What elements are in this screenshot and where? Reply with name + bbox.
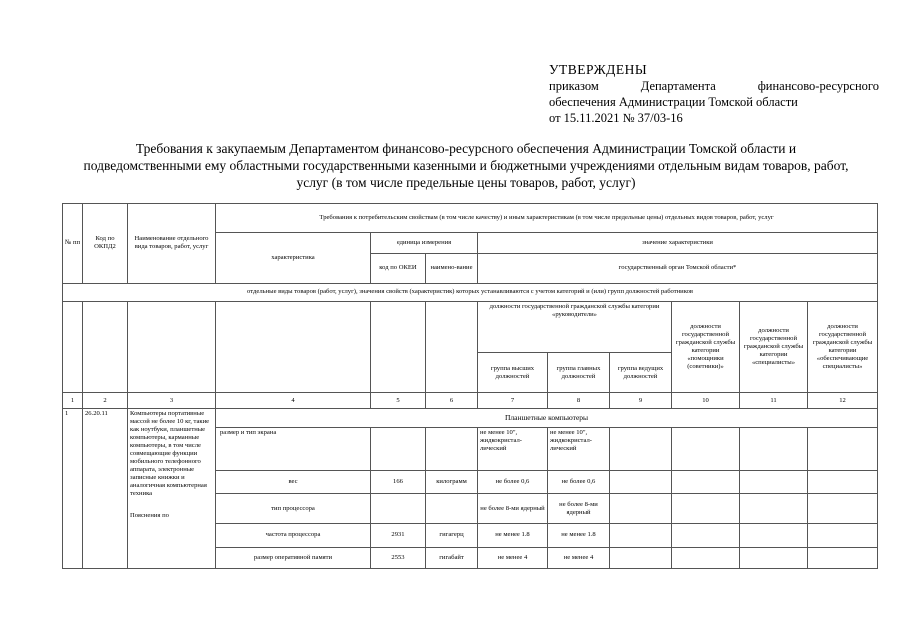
empty-cell xyxy=(808,428,878,471)
empty-cell xyxy=(672,524,740,547)
row-value-higher: не более 0,6 xyxy=(478,471,548,494)
header-num: № пп xyxy=(63,204,83,284)
group-main: группа главных должностей xyxy=(548,352,610,392)
empty-cell xyxy=(83,301,128,393)
empty-cell xyxy=(610,494,672,524)
empty-cell xyxy=(371,301,426,393)
column-number: 11 xyxy=(740,393,808,409)
row-value-main: не более 0,6 xyxy=(548,471,610,494)
column-number: 9 xyxy=(610,393,672,409)
row-value-main: не более 8-ми ядерный xyxy=(548,494,610,524)
document-title xyxy=(60,140,872,191)
item-subheading: Планшетные компьютеры xyxy=(216,409,878,428)
empty-cell xyxy=(610,471,672,494)
column-number: 4 xyxy=(216,393,371,409)
empty-cell xyxy=(610,547,672,568)
row-okei: 2931 xyxy=(371,524,426,547)
title-line: Требования к закупаемым Департаментом финансово-ресурсного обеспечения Администрации Томской области и xyxy=(135,141,797,156)
empty-cell xyxy=(610,524,672,547)
empty-cell xyxy=(740,494,808,524)
row-value-higher: не менее 4 xyxy=(478,547,548,568)
empty-cell xyxy=(808,547,878,568)
row-value-main: не менее 4 xyxy=(548,547,610,568)
section-row: отдельные виды товаров (работ, услуг), значения свойств (характеристик) которых устанавливаются с учетом категорий и (или) групп должностей работников xyxy=(63,283,878,301)
requirements-table xyxy=(62,203,878,569)
row-value-main: не менее 1.8 xyxy=(548,524,610,547)
header-name: Наименование отдельного вида товаров, работ, услуг xyxy=(128,204,216,284)
empty-cell xyxy=(63,301,83,393)
header-org: государственный орган Томской области* xyxy=(478,254,878,284)
group-higher: группа высших должностей xyxy=(478,352,548,392)
empty-cell xyxy=(672,547,740,568)
empty-cell xyxy=(672,494,740,524)
category-leaders: должности государственной гражданской службы категории «руководители» xyxy=(478,301,672,352)
title-line: услуг (в том числе предельные цены товаров, работ, услуг) xyxy=(296,175,636,190)
empty-cell xyxy=(808,471,878,494)
empty-cell xyxy=(610,428,672,471)
empty-cell xyxy=(672,428,740,471)
row-value-higher: не более 8-ми ядерный xyxy=(478,494,548,524)
header-requirements: Требования к потребительским свойствам (в том числе качеству) и иным характеристикам (в том числе предельные цены) отдельных видов товаров, работ, услуг xyxy=(216,204,878,233)
group-leading: группа ведущих должностей xyxy=(610,352,672,392)
approval-line: обеспечения Администрации Томской области xyxy=(549,95,798,109)
row-value-higher: не менее 10", жидкокристал-лический xyxy=(478,428,548,471)
row-characteristic: тип процессора xyxy=(216,494,371,524)
row-unit: килограмм xyxy=(426,471,478,494)
empty-cell xyxy=(426,301,478,393)
row-value-higher: не менее 1.8 xyxy=(478,524,548,547)
row-characteristic: частота процессора xyxy=(216,524,371,547)
approval-heading: УТВЕРЖДЕНЫ xyxy=(549,62,648,77)
row-okei xyxy=(371,428,426,471)
item-okpd: 26.20.11 xyxy=(83,409,128,569)
column-number: 7 xyxy=(478,393,548,409)
empty-cell xyxy=(808,494,878,524)
category-assistants: должности государственной гражданской службы категории «помощники (советники)» xyxy=(672,301,740,393)
column-number: 10 xyxy=(672,393,740,409)
row-okei: 2553 xyxy=(371,547,426,568)
item-explanation: Пояснения по xyxy=(130,512,169,520)
empty-cell xyxy=(672,471,740,494)
row-unit: гигабайт xyxy=(426,547,478,568)
header-unit-name: наимено-вание xyxy=(426,254,478,284)
empty-cell xyxy=(740,524,808,547)
header-unit: единица измерения xyxy=(371,232,478,253)
empty-cell xyxy=(740,471,808,494)
column-number: 1 xyxy=(63,393,83,409)
approval-line: от 15.11.2021 № 37/03-16 xyxy=(549,111,683,125)
header-characteristic: характеристика xyxy=(216,232,371,283)
category-specialists: должности государственной гражданской службы категории «специалисты» xyxy=(740,301,808,393)
item-name-cell xyxy=(128,409,216,569)
column-number: 6 xyxy=(426,393,478,409)
row-value-main: не менее 10", жидкокристал-лический xyxy=(548,428,610,471)
empty-cell xyxy=(128,301,216,393)
column-number: 8 xyxy=(548,393,610,409)
empty-cell xyxy=(740,428,808,471)
empty-cell xyxy=(740,547,808,568)
row-characteristic: вес xyxy=(216,471,371,494)
title-line: подведомственными ему областными государственными казенными и бюджетными учреждениями отдельным видам товаров, работ, xyxy=(83,158,849,173)
row-okei: 166 xyxy=(371,471,426,494)
item-num: 1 xyxy=(63,409,83,569)
column-number: 5 xyxy=(371,393,426,409)
header-okei: код по ОКЕИ xyxy=(371,254,426,284)
empty-cell xyxy=(216,301,371,393)
category-providers: должности государственной гражданской службы категории «обеспечивающие специалисты» xyxy=(808,301,878,393)
row-okei xyxy=(371,494,426,524)
item-name: Компьютеры портативные массой не более 10 кг, такие как ноутбуки, планшетные компьютеры, карманные компьютеры, в том числе совмещающие функции мобильного телефонного аппарата, электронные записные книжки и аналогичная компьютерная техника xyxy=(130,410,210,498)
row-characteristic: размер оперативной памяти xyxy=(216,547,371,568)
column-number: 3 xyxy=(128,393,216,409)
approval-line: приказом Департамента финансово-ресурсного xyxy=(549,79,879,93)
header-value: значение характеристики xyxy=(478,232,878,253)
row-unit xyxy=(426,494,478,524)
row-characteristic: размер и тип экрана xyxy=(216,428,371,471)
approval-block xyxy=(549,62,879,126)
row-unit: гигагерц xyxy=(426,524,478,547)
row-unit xyxy=(426,428,478,471)
column-number: 12 xyxy=(808,393,878,409)
empty-cell xyxy=(808,524,878,547)
column-number: 2 xyxy=(83,393,128,409)
header-okpd: Код по ОКПД2 xyxy=(83,204,128,284)
